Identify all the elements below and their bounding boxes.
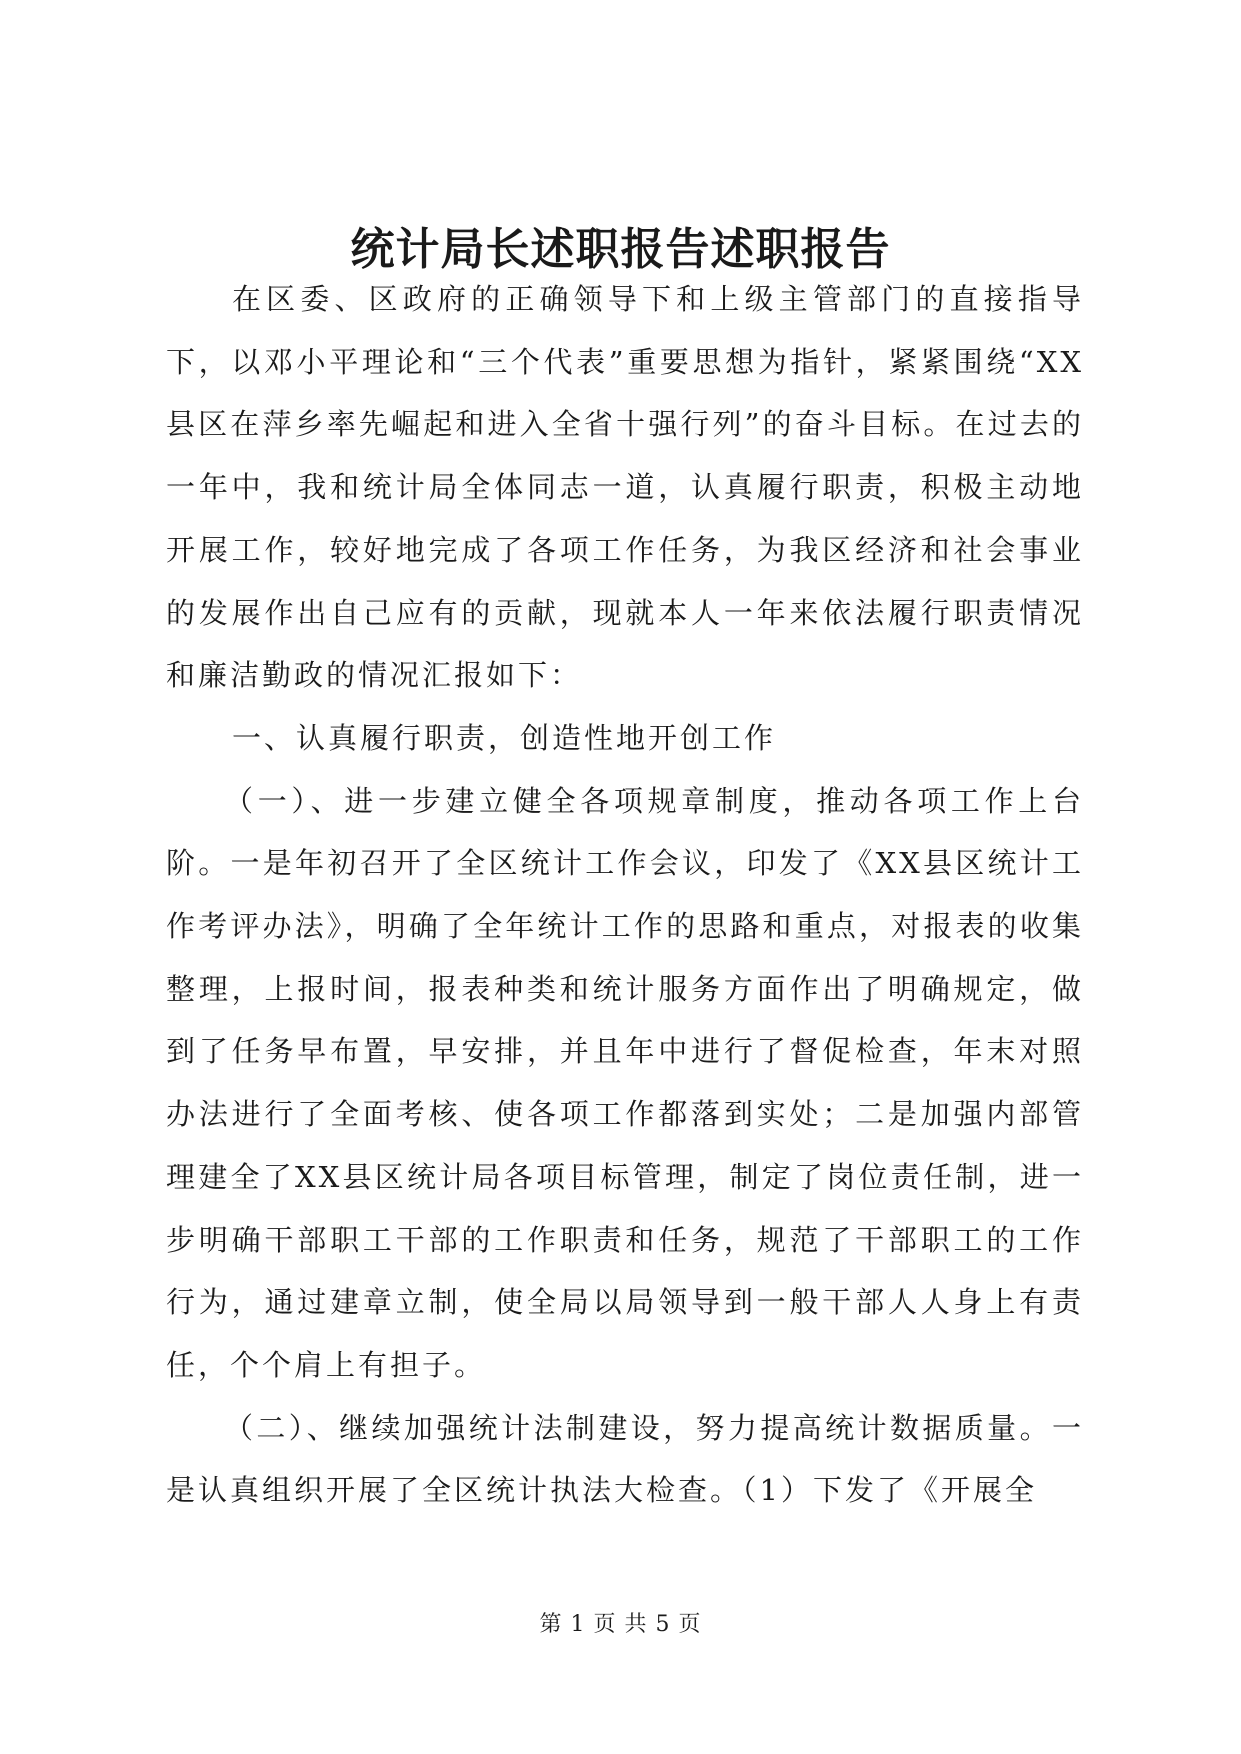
paragraph-subsection-1: （一）、进一步建立健全各项规章制度，推动各项工作上台阶。一是年初召开了全区统计工作会议，印发了《XX县区统计工作考评办法》，明确了全年统计工作的思路和重点，对报表的收集整理，上报时间，报表种类和统计服务方面作出了明确规定，做到了任务早布置，早安排，并且年中进行了督促检查，年末对照办法进行了全面考核、使各项工作都落到实处；二是加强内部管理建全了XX县区统计局各项目标管理，制定了岗位责任制，进一步明确干部职工干部的工作职责和任务，规范了干部职工的工作行为，通过建章立制，使全局以局领导到一般干部人人身上有责任，个个肩上有担子。 bbox=[166, 783, 1084, 1382]
page-number-footer: 第 1 页 共 5 页 bbox=[539, 1612, 702, 1637]
paragraph-subsection-2: （二）、继续加强统计法制建设，努力提高统计数据质量。一是认真组织开展了全区统计执法大检查。（1）下发了《开展全 bbox=[166, 1410, 1084, 1508]
document-title: 统计局长述职报告述职报告 bbox=[350, 224, 891, 275]
document-body bbox=[166, 268, 1084, 1522]
section-heading: 一、认真履行职责，创造性地开创工作 bbox=[232, 720, 777, 755]
paragraph-intro: 在区委、区政府的正确领导下和上级主管部门的直接指导下，以邓小平理论和“三个代表”重要思想为指针，紧紧围绕“XX县区在萍乡率先崛起和进入全省十强行列”的奋斗目标。在过去的一年中，我和统计局全体同志一道，认真履行职责，积极主动地开展工作，较好地完成了各项工作任务，为我区经济和社会事业的发展作出自己应有的贡献，现就本人一年来依法履行职责情况和廉洁勤政的情况汇报如下： bbox=[166, 282, 1084, 693]
